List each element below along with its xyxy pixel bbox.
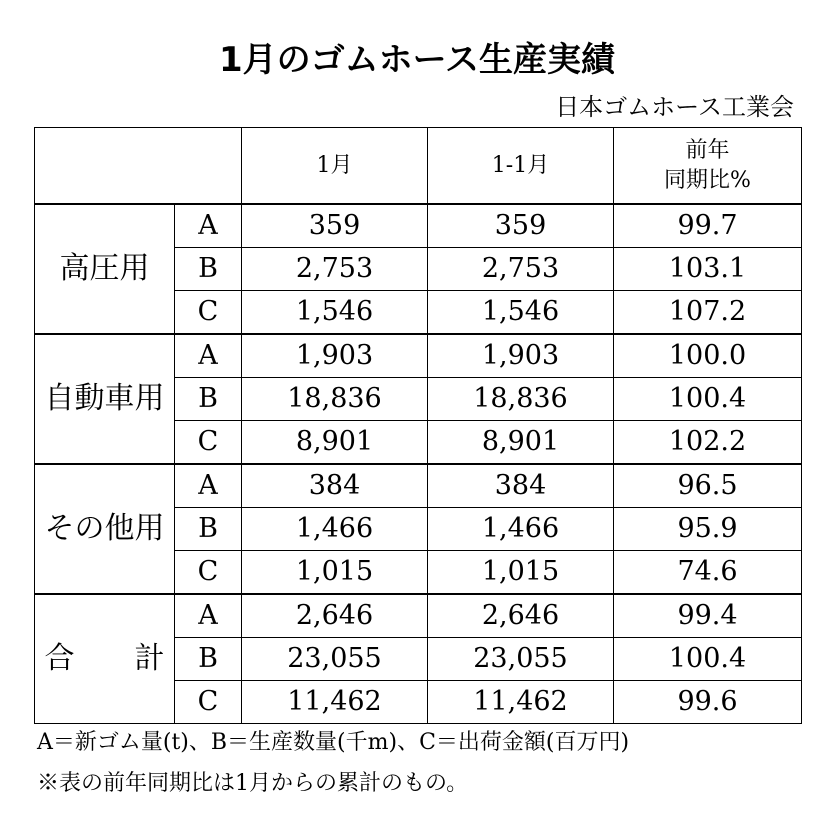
cell-cumulative: 1,466 <box>428 508 614 551</box>
row-code: A <box>175 204 242 248</box>
header-yoy-line1: 前年 <box>685 137 730 163</box>
cell-cumulative: 359 <box>428 204 614 248</box>
cell-month: 1,546 <box>242 291 428 335</box>
header-row <box>35 128 802 205</box>
row-code: A <box>175 334 242 378</box>
row-code: A <box>175 594 242 638</box>
legend-note: A＝新ゴム量(t)、B＝生産数量(千m)、C＝出荷金額(百万円) <box>37 730 630 755</box>
row-code: B <box>175 378 242 421</box>
header-yoy-line2: 同期比% <box>664 167 751 193</box>
table-row <box>35 594 802 638</box>
row-code: C <box>175 291 242 335</box>
cell-cumulative: 384 <box>428 464 614 508</box>
cell-month: 359 <box>242 204 428 248</box>
header-blank <box>35 128 242 205</box>
cell-month: 384 <box>242 464 428 508</box>
cell-cumulative: 1,015 <box>428 551 614 595</box>
table-row <box>35 334 802 378</box>
production-table <box>34 127 802 724</box>
cell-cumulative: 11,462 <box>428 681 614 724</box>
cell-yoy: 103.1 <box>614 248 802 291</box>
cell-yoy: 102.2 <box>614 421 802 465</box>
cell-month: 1,903 <box>242 334 428 378</box>
footnote: ※表の前年同期比は1月からの累計のもの。 <box>37 771 469 796</box>
cell-cumulative: 1,903 <box>428 334 614 378</box>
cell-yoy: 107.2 <box>614 291 802 335</box>
cell-month: 23,055 <box>242 638 428 681</box>
table-row <box>35 464 802 508</box>
cell-yoy: 99.6 <box>614 681 802 724</box>
cell-yoy: 74.6 <box>614 551 802 595</box>
cell-month: 2,753 <box>242 248 428 291</box>
cell-yoy: 99.4 <box>614 594 802 638</box>
cell-yoy: 95.9 <box>614 508 802 551</box>
cell-yoy: 99.7 <box>614 204 802 248</box>
cell-month: 11,462 <box>242 681 428 724</box>
group-label: 自動車用 <box>35 334 175 464</box>
header-cumulative: 1-1月 <box>428 128 614 205</box>
cell-yoy: 100.4 <box>614 378 802 421</box>
cell-cumulative: 23,055 <box>428 638 614 681</box>
cell-month: 8,901 <box>242 421 428 465</box>
row-code: B <box>175 508 242 551</box>
cell-month: 1,015 <box>242 551 428 595</box>
row-code: A <box>175 464 242 508</box>
cell-cumulative: 18,836 <box>428 378 614 421</box>
cell-month: 1,466 <box>242 508 428 551</box>
group-label: 合 計 <box>35 594 175 724</box>
row-code: B <box>175 248 242 291</box>
cell-cumulative: 8,901 <box>428 421 614 465</box>
cell-cumulative: 1,546 <box>428 291 614 335</box>
header-yoy <box>614 128 802 205</box>
cell-yoy: 100.4 <box>614 638 802 681</box>
group-label: 高圧用 <box>35 204 175 334</box>
row-code: C <box>175 421 242 465</box>
header-month: 1月 <box>242 128 428 205</box>
cell-month: 2,646 <box>242 594 428 638</box>
cell-yoy: 96.5 <box>614 464 802 508</box>
group-label: その他用 <box>35 464 175 594</box>
page-title: 1月のゴムホース生産実績 <box>219 40 615 80</box>
cell-month: 18,836 <box>242 378 428 421</box>
row-code: B <box>175 638 242 681</box>
cell-cumulative: 2,753 <box>428 248 614 291</box>
cell-yoy: 100.0 <box>614 334 802 378</box>
source-label: 日本ゴムホース工業会 <box>555 93 794 121</box>
row-code: C <box>175 681 242 724</box>
table-row <box>35 204 802 248</box>
row-code: C <box>175 551 242 595</box>
cell-cumulative: 2,646 <box>428 594 614 638</box>
